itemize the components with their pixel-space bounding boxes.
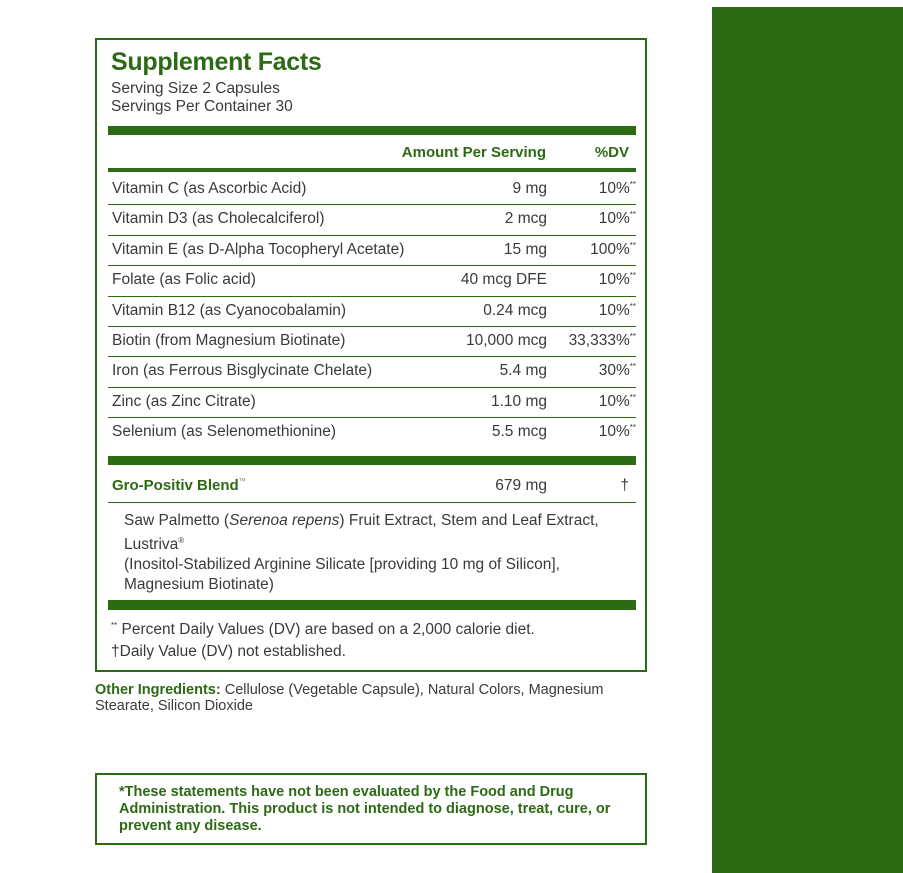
facts-title: Supplement Facts [111, 48, 322, 76]
row-divider [108, 502, 636, 503]
nutrient-dv: 33,333%** [568, 332, 636, 349]
supplement-facts-panel [95, 38, 647, 672]
nutrient-amount: 9 mg [512, 180, 547, 197]
nutrient-name: Vitamin E (as D-Alpha Tocopheryl Acetate) [112, 240, 405, 258]
footnote-dv: ** Percent Daily Values (DV) are based on a 2,000 calorie diet. [111, 621, 535, 638]
nutrient-row [108, 326, 636, 356]
thick-divider [108, 600, 636, 610]
nutrient-row [108, 204, 636, 234]
nutrient-amount: 0.24 mcg [483, 301, 547, 319]
dv-header: %DV [594, 144, 629, 161]
nutrient-row [108, 356, 636, 386]
nutrient-dv: 10%** [598, 392, 636, 410]
row-divider [108, 356, 636, 357]
nutrient-amount: 1.10 mg [490, 392, 547, 410]
blend-dv: † [620, 477, 629, 494]
footnote-dagger: †Daily Value (DV) not established. [111, 643, 346, 660]
nutrient-amount: 15 mg [503, 240, 547, 258]
nutrient-amount: 2 mcg [504, 210, 547, 228]
servings-per-container: Servings Per Container 30 [111, 98, 293, 115]
row-divider [108, 326, 636, 327]
medium-divider [108, 168, 636, 172]
row-divider [108, 417, 636, 418]
nutrient-name: Selenium (as Selenomethionine) [112, 423, 337, 441]
nutrient-dv: 100%** [590, 240, 636, 258]
row-divider [108, 204, 636, 205]
nutrient-dv: 10%** [598, 180, 636, 197]
thick-divider [108, 456, 636, 465]
nutrient-name: Vitamin B12 (as Cyanocobalamin) [112, 301, 347, 319]
nutrient-name: Folate (as Folic acid) [112, 271, 256, 289]
nutrient-row [108, 417, 636, 447]
row-divider [108, 387, 636, 388]
nutrient-name: Vitamin C (as Ascorbic Acid) [112, 180, 307, 197]
nutrient-dv: 10%** [598, 210, 636, 228]
blend-name: Gro-Positiv Blend™ [112, 477, 246, 494]
other-ingredients: Other Ingredients: Cellulose (Vegetable Capsule), Natural Colors, Magnesium Stearate, Silicon Dioxide [95, 682, 604, 714]
row-divider [108, 296, 636, 297]
fda-disclaimer-box [95, 773, 647, 845]
nutrient-row [108, 235, 636, 265]
nutrient-dv: 10%** [598, 423, 636, 441]
blend-ingredients: Saw Palmetto (Serenoa repens) Fruit Extract, Stem and Leaf Extract, Lustriva® (Inositol-Stabilized Arginine Silicate [providing 10 mg of Silicon], Magnesium Biotinate) [124, 512, 599, 593]
nutrient-name: Biotin (from Magnesium Biotinate) [112, 332, 346, 349]
nutrient-row [108, 265, 636, 295]
nutrient-amount: 5.4 mg [499, 362, 547, 380]
nutrient-name: Iron (as Ferrous Bisglycinate Chelate) [112, 362, 373, 380]
nutrient-amount: 5.5 mcg [491, 423, 547, 441]
nutrient-name: Vitamin D3 (as Cholecalciferol) [112, 210, 325, 228]
nutrient-amount: 40 mcg DFE [460, 271, 547, 289]
nutrient-row [108, 296, 636, 326]
nutrient-amount: 10,000 mcg [466, 332, 547, 349]
row-divider [108, 265, 636, 266]
nutrient-dv: 10%** [598, 271, 636, 289]
green-side-panel [712, 7, 903, 873]
fda-disclaimer: *These statements have not been evaluated by the Food and Drug Administration. This product is not intended to diagnose, treat, cure, or prevent any disease. [119, 784, 611, 834]
serving-size: Serving Size 2 Capsules [111, 80, 280, 97]
thick-divider [108, 126, 636, 135]
amount-per-serving-header: Amount Per Serving [401, 144, 546, 161]
nutrient-row [108, 174, 636, 204]
blend-amount: 679 mg [495, 477, 547, 494]
nutrient-dv: 30%** [598, 362, 636, 380]
nutrient-dv: 10%** [598, 301, 636, 319]
nutrient-row [108, 387, 636, 417]
nutrient-name: Zinc (as Zinc Citrate) [112, 392, 256, 410]
row-divider [108, 235, 636, 236]
